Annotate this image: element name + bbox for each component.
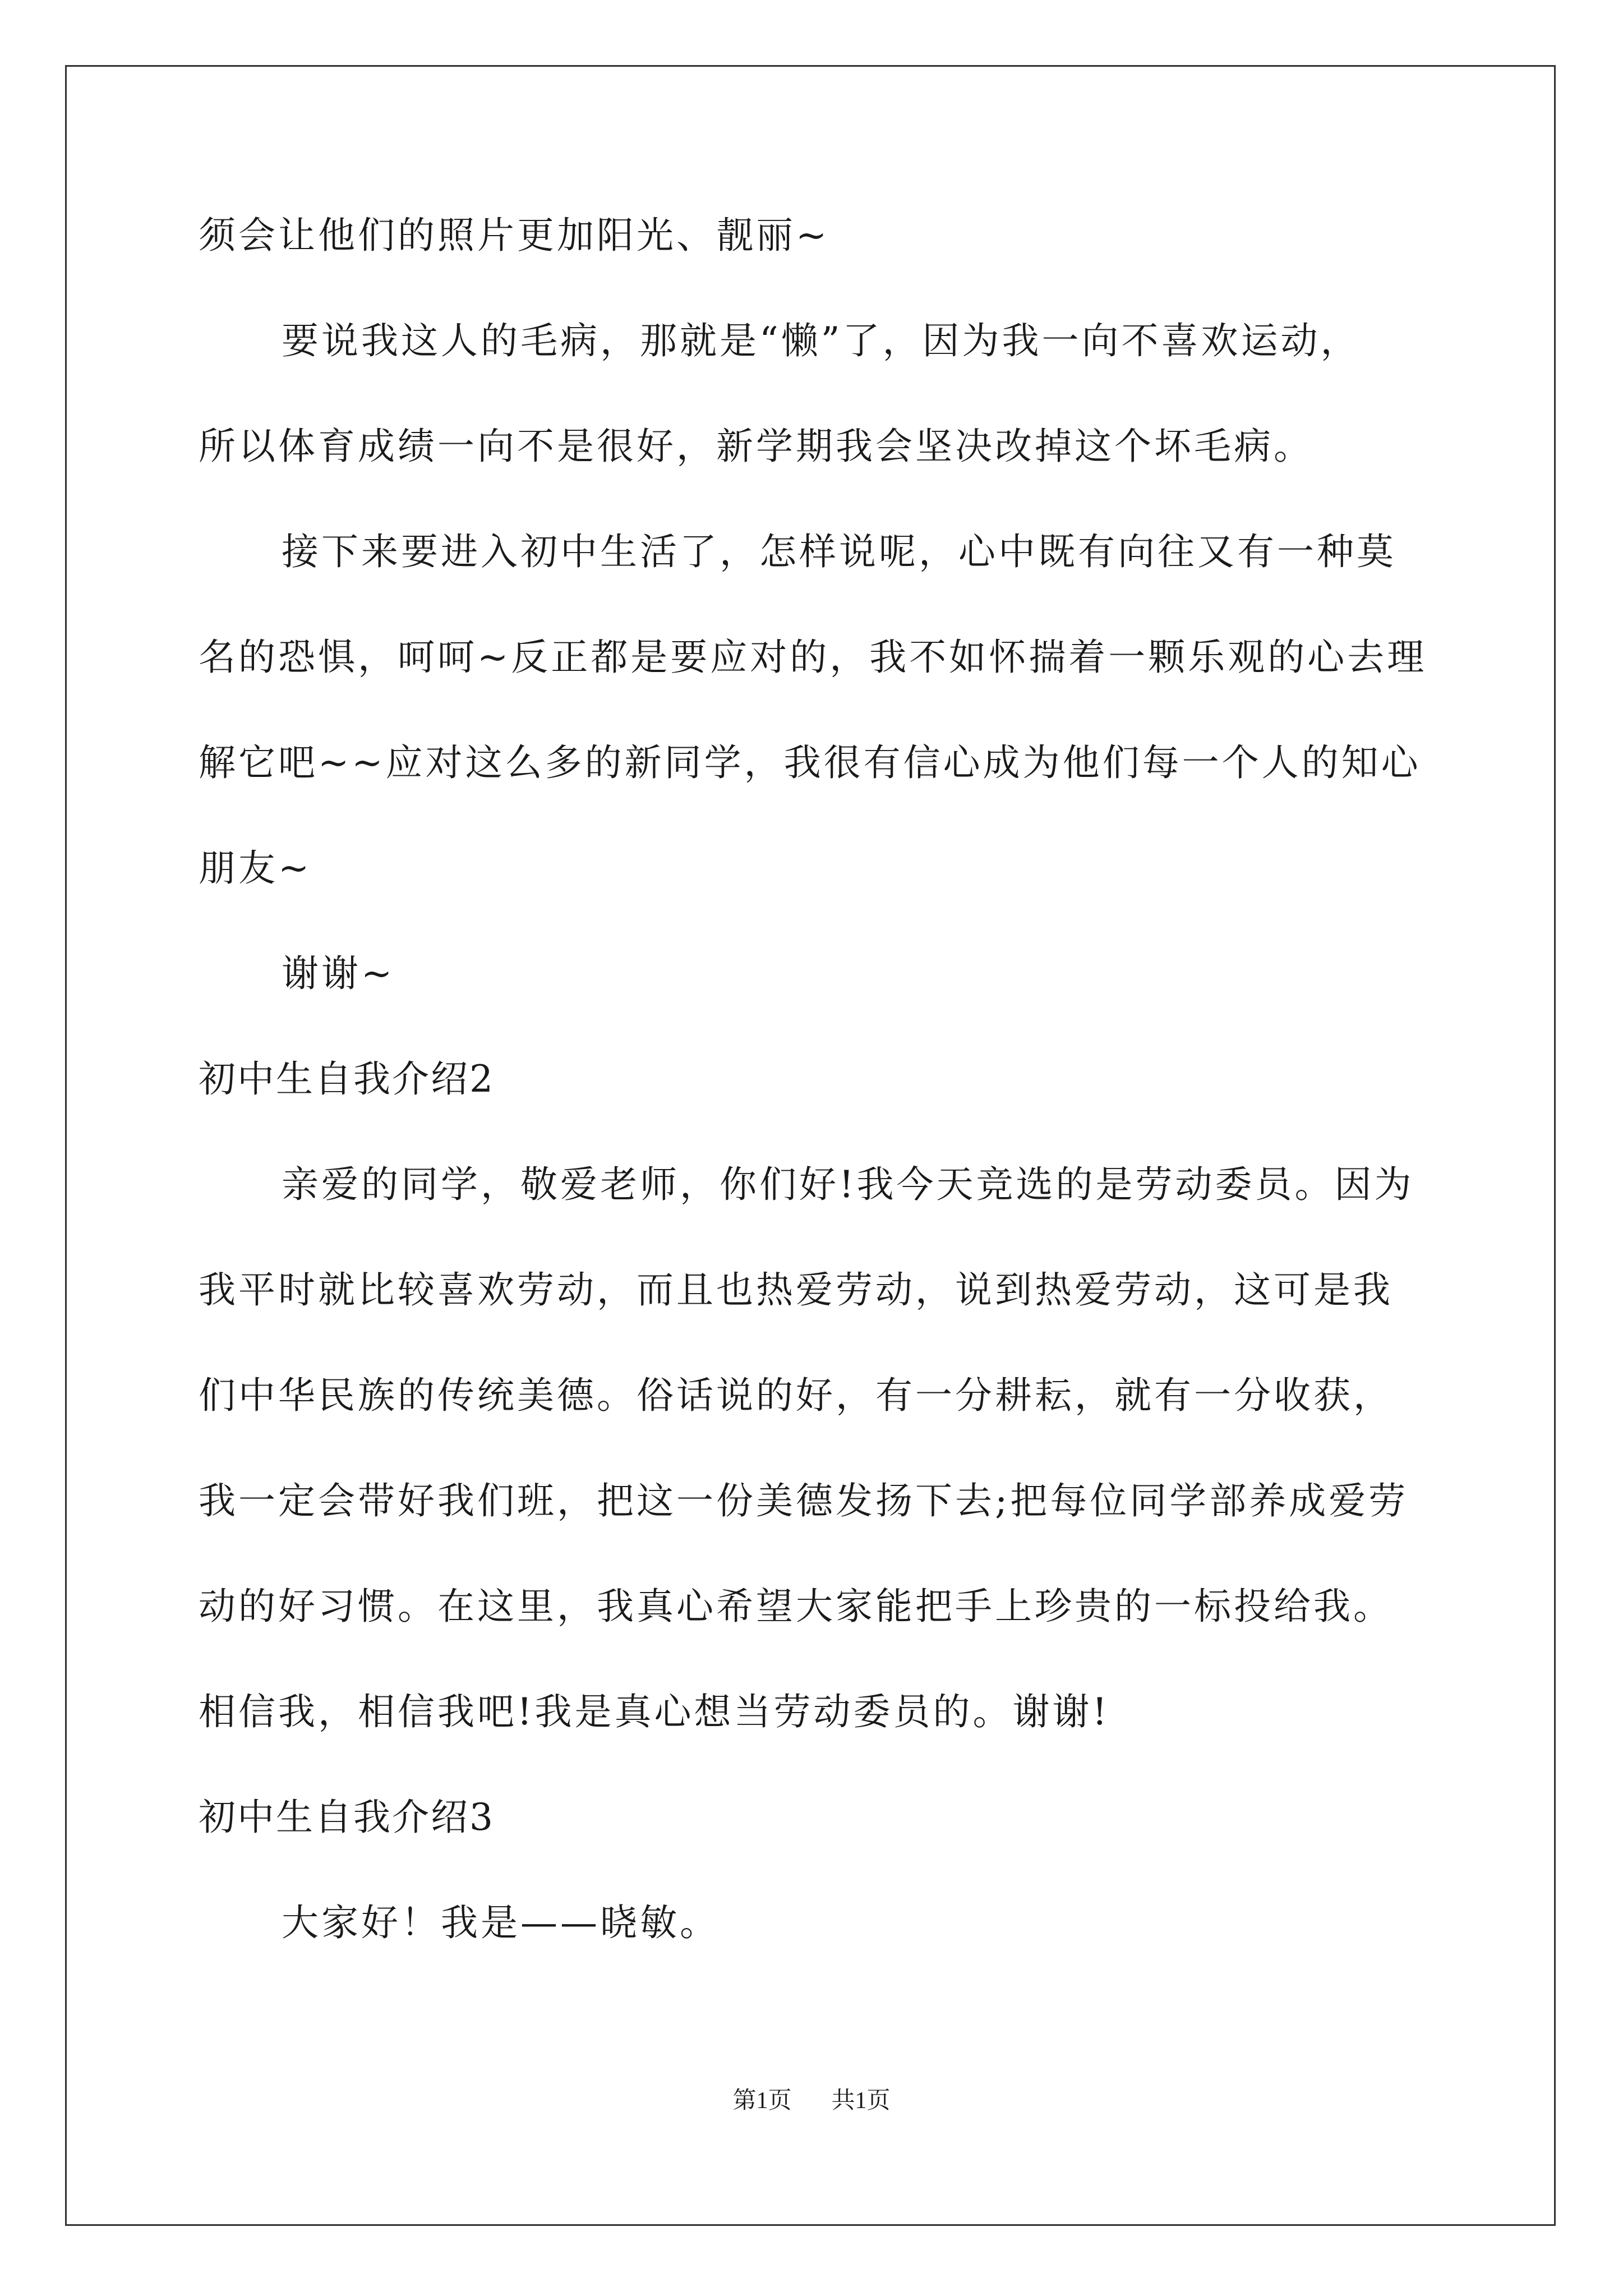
section-heading: 初中生自我介绍3 (199, 1796, 495, 1839)
text-line: 须会让他们的照片更加阳光、靓丽~ (199, 214, 830, 257)
text-line: 要说我这人的毛病，那就是“懒”了，因为我一向不喜欢运动， (282, 319, 1361, 362)
text-line: 亲爱的同学，敬爱老师，你们好!我今天竞选的是劳动委员。因为 (282, 1163, 1414, 1206)
text-line: 大家好！我是——晓敏。 (282, 1901, 720, 1944)
text-line: 们中华民族的传统美德。俗话说的好，有一分耕耘，就有一分收获， (199, 1374, 1393, 1417)
text-line: 接下来要进入初中生活了，怎样说呢，心中既有向往又有一种莫 (282, 530, 1396, 573)
text-line: 名的恐惧，呵呵~反正都是要应对的，我不如怀揣着一颗乐观的心去理 (199, 636, 1427, 679)
text-line: 解它吧~~应对这么多的新同学，我很有信心成为他们每一个人的知心 (199, 741, 1421, 784)
text-line: 相信我，相信我吧!我是真心想当劳动委员的。谢谢! (199, 1690, 1110, 1733)
page-total: 共1页 (831, 2088, 891, 2114)
page-number: 第1页 (732, 2088, 792, 2114)
text-line: 我平时就比较喜欢劳动，而且也热爱劳动，说到热爱劳动，这可是我 (199, 1268, 1393, 1312)
page-footer (0, 2087, 1623, 2115)
text-line: 动的好习惯。在这里，我真心希望大家能把手上珍贵的一标投给我。 (199, 1585, 1393, 1628)
section-heading: 初中生自我介绍2 (199, 1057, 495, 1101)
text-line: 谢谢~ (282, 952, 395, 995)
text-line: 我一定会带好我们班，把这一份美德发扬下去;把每位同学部养成爱劳 (199, 1479, 1409, 1522)
text-line: 朋友~ (199, 846, 312, 890)
text-line: 所以体育成绩一向不是很好，新学期我会坚决改掉这个坏毛病。 (199, 425, 1313, 468)
